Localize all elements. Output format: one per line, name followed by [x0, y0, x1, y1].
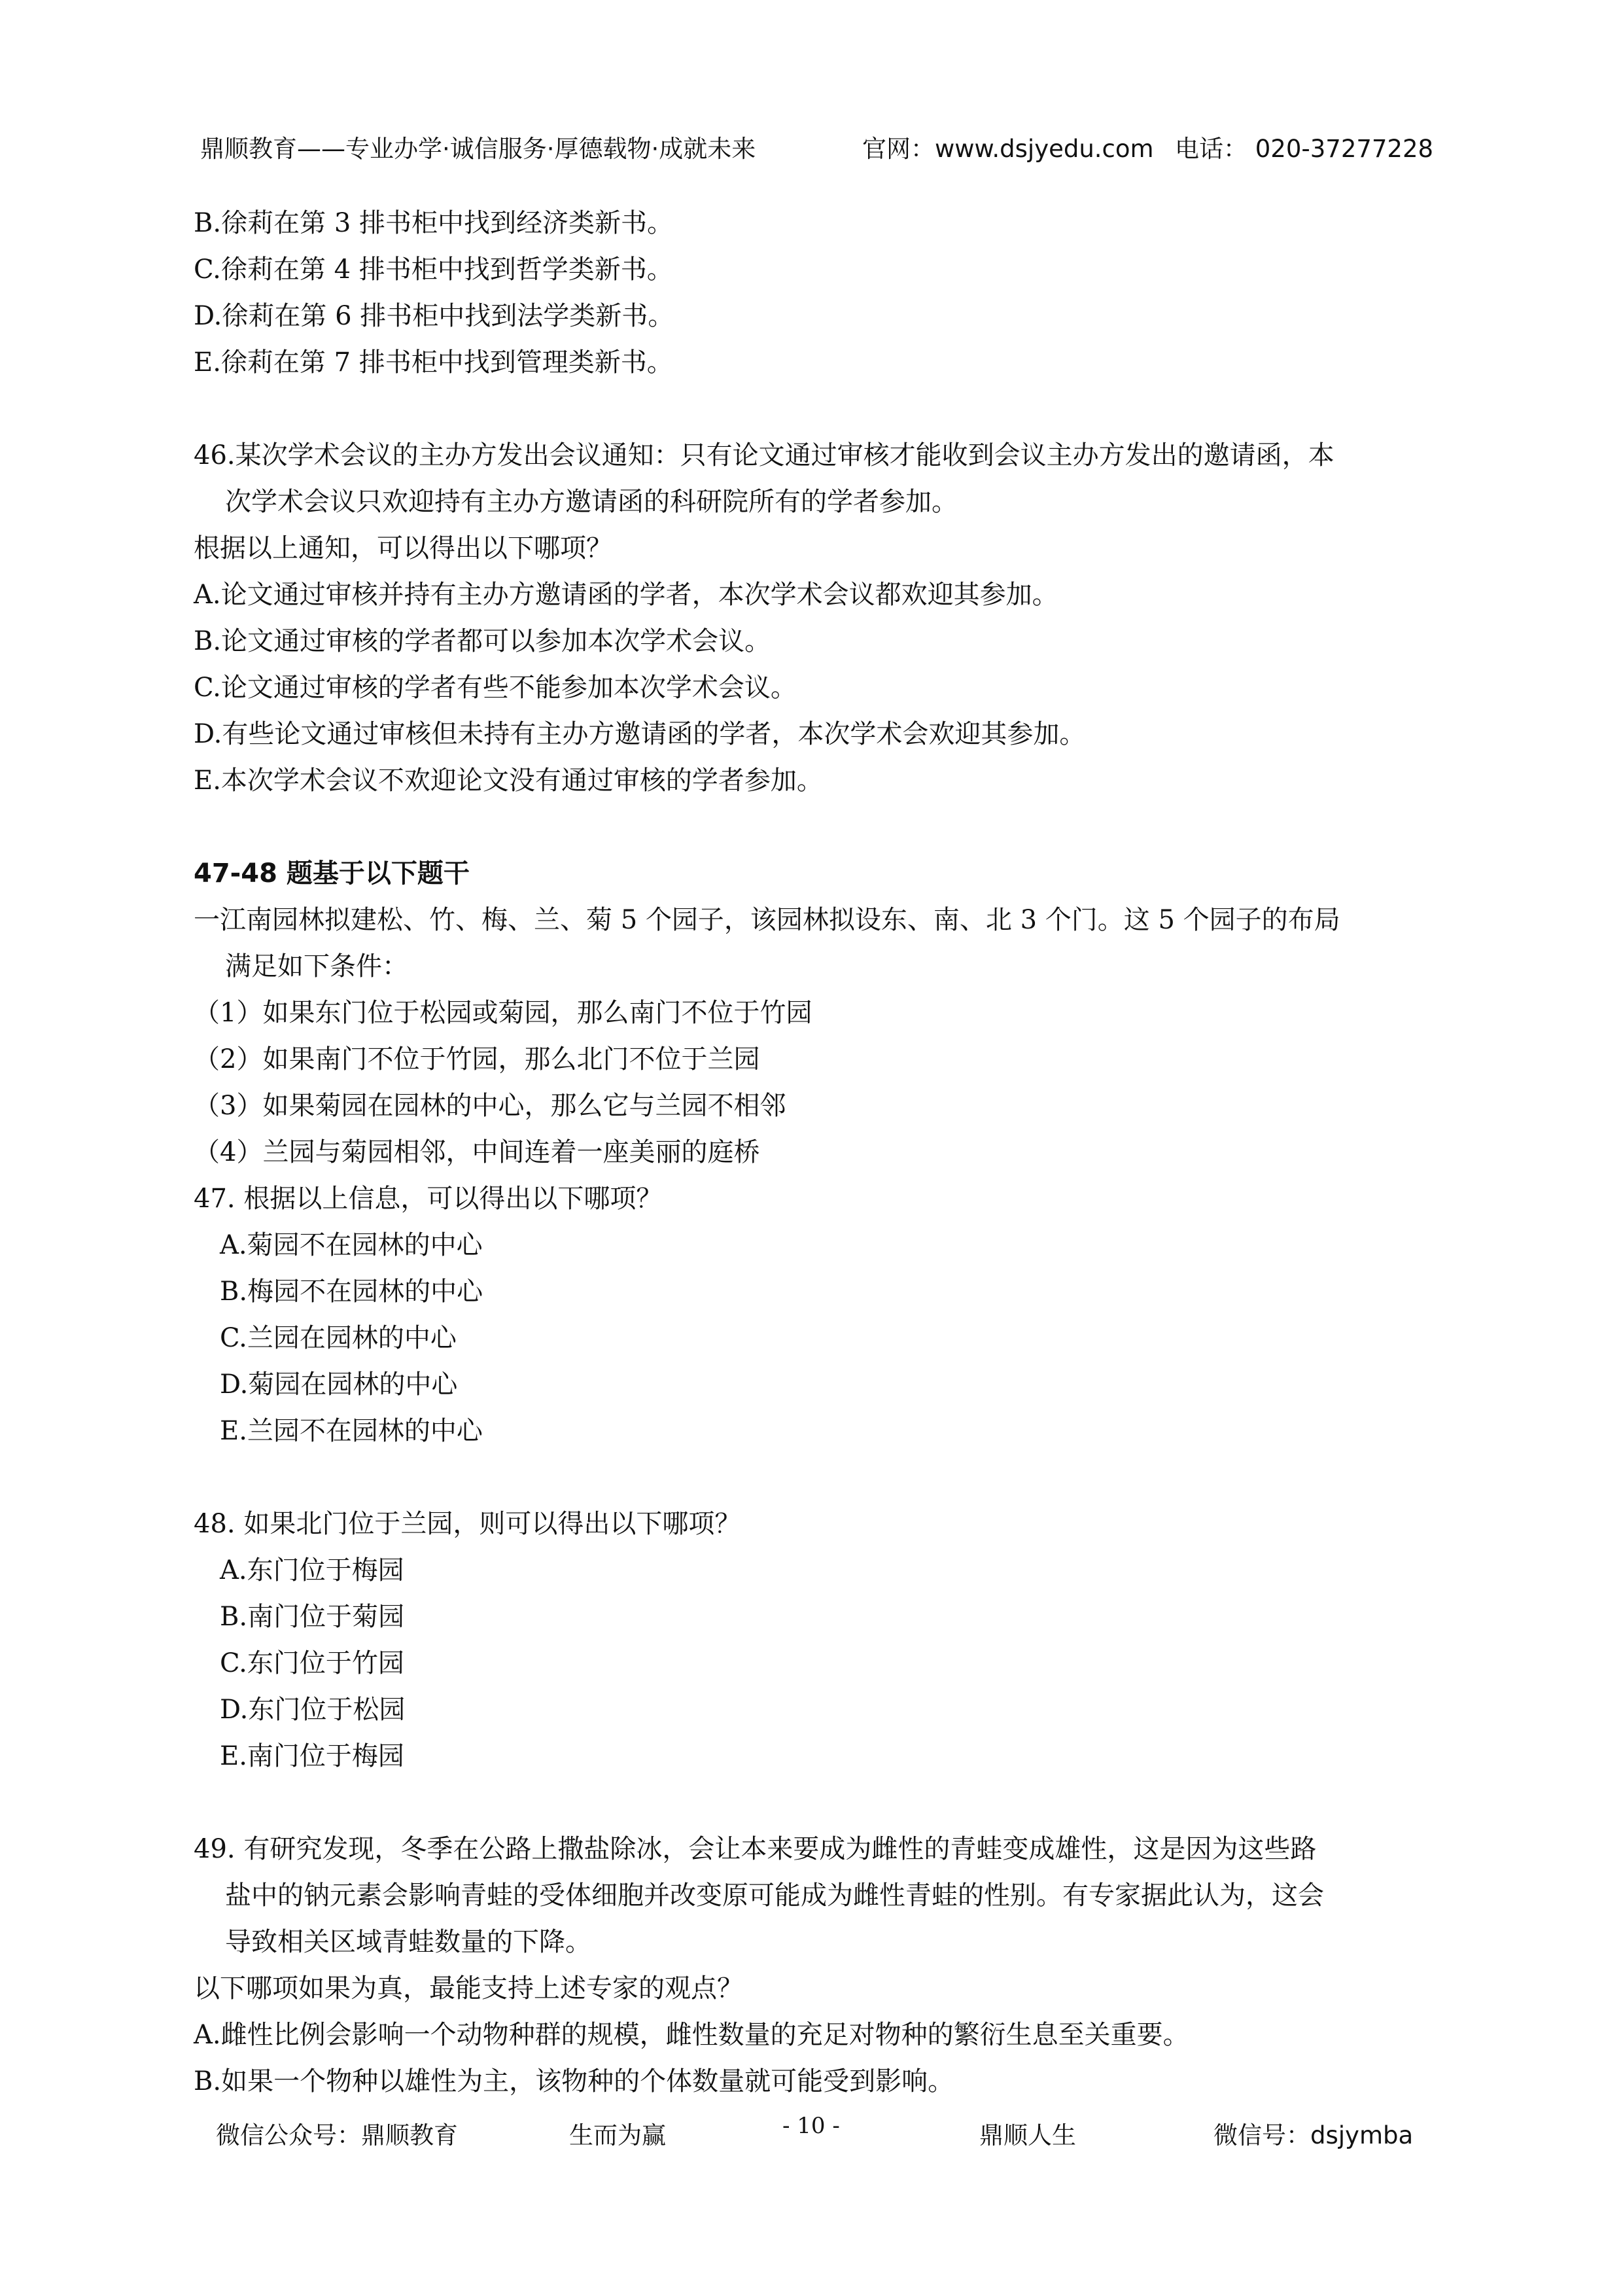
footer-wechat-account: 微信公众号：鼎顺教育 [216, 2121, 458, 2149]
footer-slogan: 生而为赢 [569, 2121, 666, 2149]
q46-stem: 46.某次学术会议的主办方发出会议通知：只有论文通过审核才能收到会议主办方发出的邀请函，本 [194, 440, 1335, 470]
q48-question: 48. 如果北门位于兰园，则可以得出以下哪项？ [194, 1509, 741, 1539]
condition-4: （4）兰园与菊园相邻，中间连着一座美丽的庭桥 [194, 1137, 760, 1167]
q46-option-b: B.论文通过审核的学者都可以参加本次学术会议。 [194, 626, 771, 656]
q49-stem-cont1: 盐中的钠元素会影响青蛙的受体细胞并改变原可能成为雌性青蛙的性别。有专家据此认为，这会 [225, 1881, 1324, 1911]
q45-option-b: B.徐莉在第 3 排书柜中找到经济类新书。 [194, 208, 673, 238]
page-content [194, 200, 1437, 2105]
q47-option-a: A.菊园不在园林的中心 [220, 1230, 483, 1260]
condition-1: （1）如果东门位于松园或菊园，那么南门不位于竹园 [194, 998, 812, 1028]
shared-stem: 一江南园林拟建松、竹、梅、兰、菊 5 个园子，该园林拟设东、南、北 3 个门。这 5 个园子的布局 [194, 905, 1340, 935]
header-title: 鼎顺教育——专业办学·诚信服务·厚德载物·成就未来 [200, 135, 756, 163]
q45-option-c: C.徐莉在第 4 排书柜中找到哲学类新书。 [194, 255, 673, 285]
shared-stem-cont: 满足如下条件： [225, 951, 408, 981]
q47-option-c: C.兰园在园林的中心 [220, 1323, 457, 1353]
q49-question: 以下哪项如果为真，最能支持上述专家的观点？ [194, 1973, 743, 2004]
q46-question: 根据以上通知，可以得出以下哪项？ [194, 533, 612, 563]
q48-option-a: A.东门位于梅园 [220, 1555, 404, 1585]
q45-option-e: E.徐莉在第 7 排书柜中找到管理类新书。 [194, 347, 673, 378]
q47-option-e: E.兰园不在园林的中心 [220, 1416, 483, 1446]
q48-option-e: E.南门位于梅园 [220, 1741, 404, 1771]
condition-3: （3）如果菊园在园林的中心，那么它与兰园不相邻 [194, 1091, 786, 1121]
header-phone: 电话： 020-37277228 [1175, 135, 1434, 163]
q46-option-a: A.论文通过审核并持有主办方邀请函的学者，本次学术会议都欢迎其参加。 [194, 580, 1058, 610]
q47-option-b: B.梅园不在园林的中心 [220, 1277, 483, 1307]
q49-option-a: A.雌性比例会影响一个动物种群的规模，雌性数量的充足对物种的繁衍生息至关重要。 [194, 2020, 1189, 2050]
header-website: 官网：www.dsjyedu.com [862, 135, 1154, 163]
footer-wechat-id: 微信号：dsjymba [1213, 2121, 1414, 2149]
q46-option-c: C.论文通过审核的学者有些不能参加本次学术会议。 [194, 673, 797, 703]
q47-option-d: D.菊园在园林的中心 [220, 1369, 458, 1400]
section-heading: 47-48 题基于以下题干 [194, 858, 470, 889]
q48-option-b: B.南门位于菊园 [220, 1602, 405, 1632]
q49-option-b: B.如果一个物种以雄性为主，该物种的个体数量就可能受到影响。 [194, 2066, 954, 2096]
q47-question: 47. 根据以上信息，可以得出以下哪项？ [194, 1184, 663, 1214]
q46-option-e: E.本次学术会议不欢迎论文没有通过审核的学者参加。 [194, 766, 823, 796]
q48-option-d: D.东门位于松园 [220, 1695, 406, 1725]
q46-stem-cont: 次学术会议只欢迎持有主办方邀请函的科研院所有的学者参加。 [225, 487, 958, 517]
page-number: - 10 - [782, 2113, 840, 2139]
q46-option-d: D.有些论文通过审核但未持有主办方邀请函的学者，本次学术会欢迎其参加。 [194, 719, 1086, 749]
footer-brand: 鼎顺人生 [979, 2121, 1076, 2149]
q49-stem: 49. 有研究发现，冬季在公路上撒盐除冰，会让本来要成为雌性的青蛙变成雄性，这是因为这些路 [194, 1834, 1317, 1864]
q48-option-c: C.东门位于竹园 [220, 1648, 404, 1678]
q45-option-d: D.徐莉在第 6 排书柜中找到法学类新书。 [194, 301, 674, 331]
q49-stem-cont2: 导致相关区域青蛙数量的下降。 [225, 1927, 591, 1957]
condition-2: （2）如果南门不位于竹园，那么北门不位于兰园 [194, 1044, 760, 1074]
